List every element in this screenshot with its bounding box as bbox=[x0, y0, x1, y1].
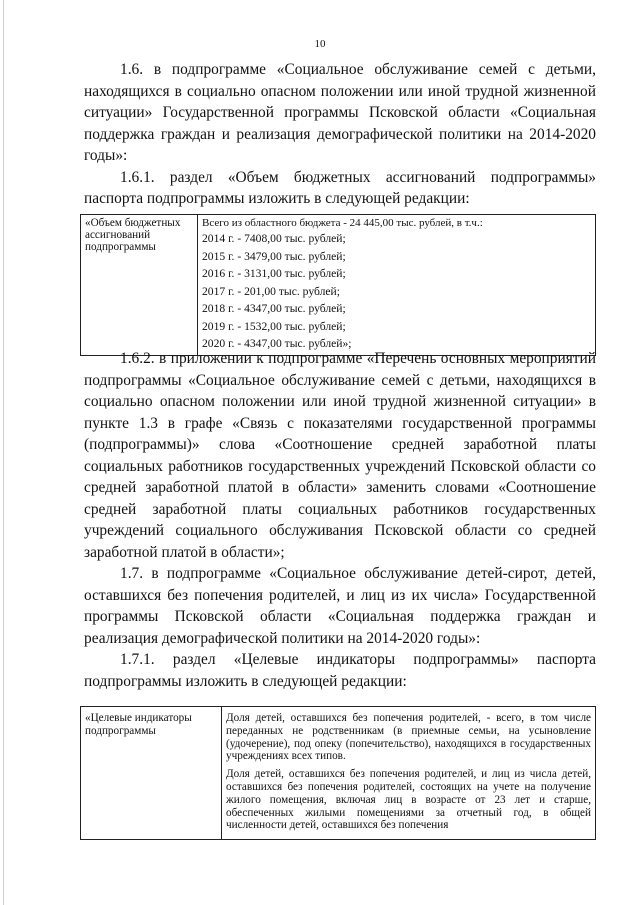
budget-table-label: «Объем бюджетных ассигнований подпрограммы bbox=[81, 215, 198, 356]
scan-edge-line bbox=[3, 0, 4, 905]
budget-year-line: 2020 г. - 4347,00 тыс. рублей»; bbox=[202, 337, 352, 350]
indicators-table bbox=[80, 706, 596, 840]
budget-table bbox=[80, 214, 596, 356]
paragraph-1-7: 1.7. в подпрограмме «Социальное обслуживание детей-сирот, детей, оставшихся без попечения родителей, и лиц из их числа» Государственной программы Псковской области «Социальная поддержка граждан и реализация демографической политики на 2014-2020 годы»: bbox=[84, 565, 596, 647]
budget-table-values bbox=[198, 215, 596, 356]
text-block-top bbox=[84, 59, 596, 210]
paragraph-1-6: 1.6. в подпрограмме «Социальное обслуживание семей с детьми, находящихся в социально опасном положении или иной трудной жизненной ситуации» Государственной программы Псковской области «Социальная поддержка граждан и реализация демографической политики на 2014-2020 годы»: bbox=[84, 61, 596, 164]
paragraph-1-6-1: 1.6.1. раздел «Объем бюджетных ассигнований подпрограммы» паспорта подпрограммы изложить в следующей редакции: bbox=[84, 168, 596, 207]
budget-total-line: Всего из областного бюджета - 24 445,00 тыс. рублей, в т.ч.: bbox=[202, 217, 483, 229]
page-number: 10 bbox=[314, 38, 326, 50]
budget-year-line: 2017 г. - 201,00 тыс. рублей; bbox=[202, 284, 340, 298]
indicator-paragraph: Доля детей, оставшихся без попечения родителей, и лиц из числа детей, оставшихся без попечения родителей, состоящих на учете на получение жилого помещения, включая лиц в возрасте от 23 лет и старше, обеспеченных жилыми помещениями за отчетный год, в общей численности детей, оставшихся без попечения bbox=[226, 768, 591, 832]
indicators-table-row bbox=[81, 707, 596, 840]
budget-year-line: 2015 г. - 3479,00 тыс. рублей; bbox=[202, 249, 346, 263]
indicator-paragraph: Доля детей, оставшихся без попечения родителей, - всего, в том числе переданных не родственникам (в приемные семьи, на усыновление (удочерение), под опеку (попечительство), находящихся в государственных учреждениях всех типов. bbox=[226, 712, 591, 763]
paragraph-1-7-1: 1.7.1. раздел «Целевые индикаторы подпрограммы» паспорта подпрограммы изложить в следующей редакции: bbox=[84, 651, 596, 690]
budget-year-line: 2018 г. - 4347,00 тыс. рублей; bbox=[202, 302, 346, 315]
budget-year-line: 2016 г. - 3131,00 тыс. рублей; bbox=[202, 267, 346, 280]
budget-year-line: 2014 г. - 7408,00 тыс. рублей; bbox=[202, 232, 346, 245]
budget-year-line: 2019 г. - 1532,00 тыс. рублей; bbox=[202, 319, 346, 333]
paragraph-1-6-2: 1.6.2. в приложении к подпрограмме «Перечень основных мероприятий подпрограммы «Социальное обслуживание семей с детьми, находящихся в социально опасном положении или иной трудной жизненной ситуации» в пункте 1.3 в графе «Связь с показателями государственной программы (подпрограммы)» слова «Соотношение средней заработной платы социальных работников государственных учреждений Псковской области со средней заработной платой в области» заменить словами «Соотношение средней заработной платы социальных работников государственных учреждений социального обслуживания Псковской области со средней заработной платой в области»; bbox=[84, 350, 596, 561]
budget-table-row bbox=[81, 215, 596, 356]
text-block-mid bbox=[84, 348, 596, 692]
indicators-table-values bbox=[222, 707, 596, 840]
indicators-table-label: «Целевые индикаторы подпрограммы bbox=[81, 707, 222, 840]
